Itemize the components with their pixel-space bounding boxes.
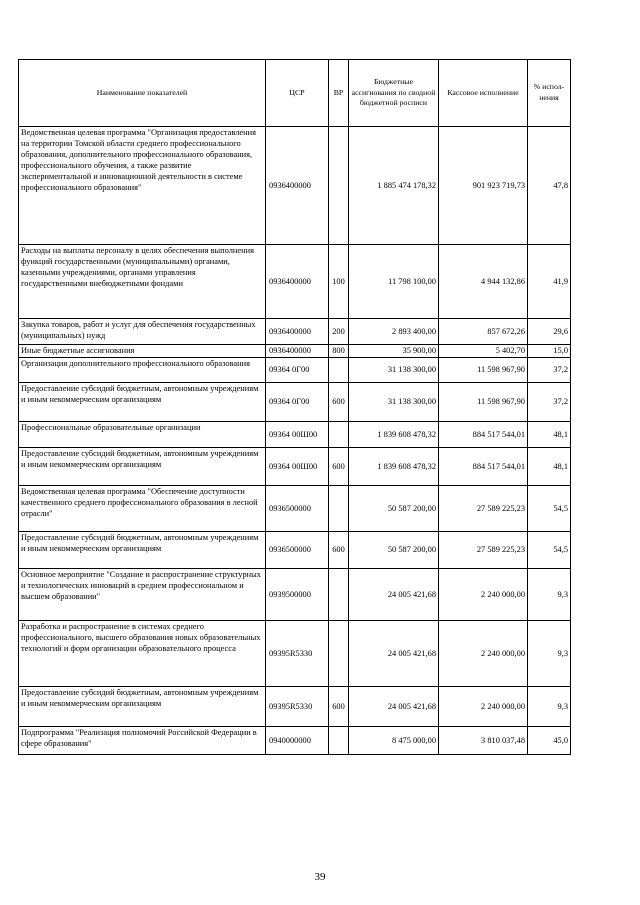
table-row	[19, 245, 571, 319]
row-cash: 901 923 719,73	[439, 127, 528, 245]
row-csr: 0936500000	[266, 532, 329, 569]
row-csr: 0940000000	[266, 727, 329, 755]
row-vr	[329, 621, 349, 687]
table-row	[19, 345, 571, 358]
row-name: Ведомственная целевая программа "Организация предоставления на территории Томской области среднего профессионального образования, дополнительного профессионального образования, профессионального обучения, а также развитие экспериментальной и инновационной деятельности в системе профессионального образования"	[19, 127, 266, 245]
row-cash: 5 402,70	[439, 345, 528, 358]
row-name: Организация дополнительного профессионального образования	[19, 358, 266, 383]
row-csr: 0936400000	[266, 319, 329, 345]
row-vr	[329, 358, 349, 383]
table-row	[19, 486, 571, 532]
row-vr	[329, 127, 349, 245]
header-vr: ВР	[329, 60, 349, 127]
table-row	[19, 448, 571, 486]
row-budget: 24 005 421,68	[349, 687, 439, 727]
row-cash: 27 589 225,23	[439, 532, 528, 569]
row-name: Расходы на выплаты персоналу в целях обеспечения выполнения функций государственными (муниципальными) органами, казенными учреждениями, органами управления государственными внебюджетными фондами	[19, 245, 266, 319]
header-percent: % испол-нения	[528, 60, 571, 127]
row-percent: 48,1	[528, 448, 571, 486]
table-row	[19, 687, 571, 727]
row-vr: 600	[329, 532, 349, 569]
table-row	[19, 422, 571, 448]
row-budget: 35 900,00	[349, 345, 439, 358]
row-name: Закупка товаров, работ и услуг для обеспечения государственных (муниципальных) нужд	[19, 319, 266, 345]
row-percent: 54,5	[528, 486, 571, 532]
row-cash: 884 517 544,01	[439, 448, 528, 486]
row-csr: 0936400000	[266, 127, 329, 245]
row-budget: 24 005 421,68	[349, 569, 439, 621]
row-vr	[329, 486, 349, 532]
row-name: Предоставление субсидий бюджетным, автономным учреждениям и иным некоммерческим организациям	[19, 383, 266, 422]
header-csr: ЦСР	[266, 60, 329, 127]
row-cash: 2 240 000,00	[439, 687, 528, 727]
row-budget: 8 475 000,00	[349, 727, 439, 755]
row-vr	[329, 569, 349, 621]
row-budget: 24 005 421,68	[349, 621, 439, 687]
row-percent: 54,5	[528, 532, 571, 569]
row-vr: 800	[329, 345, 349, 358]
header-name: Наименование показателей	[19, 60, 266, 127]
row-name: Профессиональные образовательные организации	[19, 422, 266, 448]
row-csr: 09364 0Г00	[266, 383, 329, 422]
row-cash: 2 240 000,00	[439, 621, 528, 687]
budget-execution-table	[18, 59, 571, 755]
row-vr	[329, 727, 349, 755]
row-name: Иные бюджетные ассигнования	[19, 345, 266, 358]
table-row	[19, 727, 571, 755]
row-vr: 200	[329, 319, 349, 345]
row-csr: 09395R5330	[266, 687, 329, 727]
row-cash: 857 672,26	[439, 319, 528, 345]
row-percent: 9,3	[528, 621, 571, 687]
row-budget: 11 798 100,00	[349, 245, 439, 319]
header-budget: Бюджетные ассигнования по сводной бюджетной росписи	[349, 60, 439, 127]
row-vr	[329, 422, 349, 448]
row-percent: 41,9	[528, 245, 571, 319]
row-csr: 0936500000	[266, 486, 329, 532]
row-name: Разработка и распространение в системах среднего профессионального, высшего образования новых образовательных технологий и форм организации образовательного процесса	[19, 621, 266, 687]
row-vr: 600	[329, 383, 349, 422]
row-csr: 09364 0Г00	[266, 358, 329, 383]
row-percent: 37,2	[528, 358, 571, 383]
row-cash: 11 598 967,90	[439, 358, 528, 383]
table-row	[19, 569, 571, 621]
row-csr: 09395R5330	[266, 621, 329, 687]
row-budget: 31 138 300,00	[349, 383, 439, 422]
row-percent: 48,1	[528, 422, 571, 448]
row-percent: 37,2	[528, 383, 571, 422]
table-row	[19, 532, 571, 569]
table-row	[19, 358, 571, 383]
row-name: Ведомственная целевая программа "Обеспечение доступности качественного среднего профессионального образования в лесной отрасли"	[19, 486, 266, 532]
row-name: Предоставление субсидий бюджетным, автономным учреждениям и иным некоммерческим организациям	[19, 687, 266, 727]
row-budget: 50 587 200,00	[349, 532, 439, 569]
row-percent: 9,3	[528, 687, 571, 727]
row-cash: 4 944 132,86	[439, 245, 528, 319]
row-cash: 11 598 967,90	[439, 383, 528, 422]
row-name: Предоставление субсидий бюджетным, автономным учреждениям и иным некоммерческим организациям	[19, 448, 266, 486]
row-vr: 600	[329, 687, 349, 727]
row-percent: 45,0	[528, 727, 571, 755]
row-budget: 50 587 200,00	[349, 486, 439, 532]
row-cash: 3 810 037,48	[439, 727, 528, 755]
row-csr: 09364 00Ш00	[266, 422, 329, 448]
row-budget: 1 839 608 478,32	[349, 422, 439, 448]
row-name: Основное мероприятие "Создание и распространение структурных и технологических инноваций в среднем профессиональном и высшем образовании"	[19, 569, 266, 621]
row-csr: 0936400000	[266, 245, 329, 319]
table-header-row	[19, 60, 571, 127]
row-budget: 1 839 608 478,32	[349, 448, 439, 486]
header-cash: Кассовое исполнение	[439, 60, 528, 127]
row-cash: 884 517 544,01	[439, 422, 528, 448]
row-name: Подпрограмма "Реализация полномочий Российской Федерации в сфере образования"	[19, 727, 266, 755]
row-csr: 0939500000	[266, 569, 329, 621]
row-cash: 27 589 225,23	[439, 486, 528, 532]
row-percent: 15,0	[528, 345, 571, 358]
row-budget: 31 138 300,00	[349, 358, 439, 383]
row-name: Предоставление субсидий бюджетным, автономным учреждениям и иным некоммерческим организациям	[19, 532, 266, 569]
table-row	[19, 319, 571, 345]
row-vr: 100	[329, 245, 349, 319]
row-percent: 29,6	[528, 319, 571, 345]
row-vr: 600	[329, 448, 349, 486]
row-budget: 2 893 400,00	[349, 319, 439, 345]
table-row	[19, 621, 571, 687]
page-number: 39	[314, 871, 326, 883]
row-percent: 9,3	[528, 569, 571, 621]
table-row	[19, 127, 571, 245]
row-csr: 0936400000	[266, 345, 329, 358]
row-percent: 47,8	[528, 127, 571, 245]
row-csr: 09364 00Ш00	[266, 448, 329, 486]
table-row	[19, 383, 571, 422]
row-cash: 2 240 000,00	[439, 569, 528, 621]
row-budget: 1 885 474 178,32	[349, 127, 439, 245]
